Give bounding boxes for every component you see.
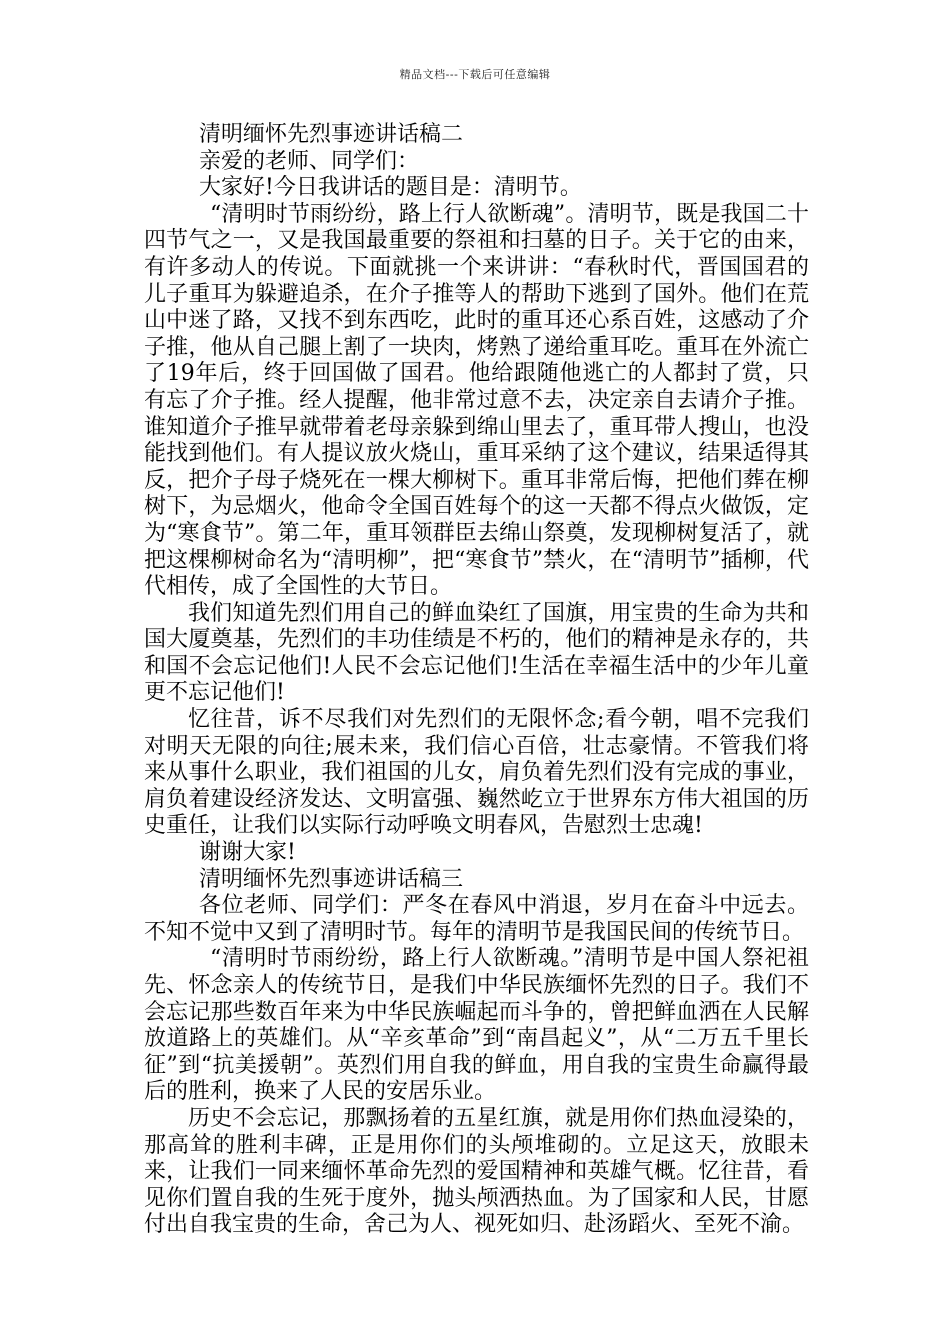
speech-title-3: 清明缅怀先烈事迹讲话稿三 bbox=[199, 866, 464, 892]
closing-thanks: 谢谢大家! bbox=[199, 840, 296, 866]
page-header: 精品文档---下载后可任意编辑 bbox=[399, 68, 551, 81]
paragraph-history: 历史不会忘记，那飘扬着的五星红旗，就是用你们热血浸染的，那高耸的胜利丰碑，正是用你们的头颅堆砌的。立足这天，放眼未来，让我们一同来缅怀革命先烈的爱国精神和英雄气概。忆往昔，看见你们置自我的生死于度外，抛头颅洒热血。为了国家和人民，甘愿付出自我宝贵的生命，舍己为人、视死如归、赴汤蹈火、至死不渝。 bbox=[144, 1105, 809, 1238]
paragraph-recall-past: 忆往昔，诉不尽我们对先烈们的无限怀念;看今朝，唱不完我们对明天无限的向往;展未来，我们信心百倍，壮志豪情。不管我们将来从事什么职业，我们祖国的儿女，肩负着先烈们没有完成的事业，肩负着建设经济发达、文明富强、巍然屹立于世界东方伟大祖国的历史重任，让我们以实际行动呼唤文明春风，告慰烈士忠魂! bbox=[144, 707, 809, 839]
paragraph-qingming-origin: “清明时节雨纷纷，路上行人欲断魂”。清明节，既是我国二十四节气之一，又是我国最重要的祭祖和扫墓的日子。关于它的由来，有许多动人的传说。下面就挑一个来讲讲：“春秋时代，晋国国君的儿子重耳为躲避追杀，在介子推等人的帮助下逃到了国外。他们在荒山中迷了路，又找不到东西吃，此时的重耳还心系百姓，这感动了介子推，他从自己腿上割了一块肉，烤熟了递给重耳吃。重耳在外流亡了19年后，终于回国做了国君。他给跟随他逃亡的人都封了赏，只有忘了介子推。经人提醒，他非常过意不去，决定亲自去请介子推。谁知道介子推早就带着老母亲躲到绵山里去了，重耳带人搜山，也没能找到他们。有人提议放火烧山，重耳采纳了这个建议，结果适得其反，把介子母子烧死在一棵大柳树下。重耳非常后悔，把他们葬在柳树下，为忌烟火，他命令全国百姓每个的这一天都不得点火做饭，定为“寒食节”。第二年，重耳领群臣去绵山祭奠，发现柳树复活了，就把这棵柳树命名为“清明柳”，把“寒食节”禁火，在“清明节”插柳，代代相传，成了全国性的大节日。 bbox=[144, 201, 809, 600]
opening-address: 各位老师、同学们：严冬在春风中消退，岁月在奋斗中远去。不知不觉中又到了清明时节。每年的清明节是我国民间的传统节日。 bbox=[144, 893, 809, 945]
speech-title-2: 清明缅怀先烈事迹讲话稿二 bbox=[199, 122, 464, 147]
greeting: 大家好!今日我讲话的题目是：清明节。 bbox=[199, 175, 582, 201]
document-body bbox=[144, 122, 809, 1239]
paragraph-ancestors: “清明时节雨纷纷，路上行人欲断魂。”清明节是中国人祭祀祖先、怀念亲人的传统节日，是我们中华民族缅怀先烈的日子。我们不会忘记那些数百年来为中华民族崛起而斗争的，曾把鲜血洒在人民解放道路上的英雄们。从“辛亥革命”到“南昌起义”，从“二万五千里长征”到“抗美援朝”。英烈们用自我的鲜血，用自我的宝贵生命赢得最后的胜利，换来了人民的安居乐业。 bbox=[144, 946, 809, 1105]
salutation: 亲爱的老师、同学们： bbox=[199, 148, 420, 174]
paragraph-martyrs: 我们知道先烈们用自己的鲜血染红了国旗，用宝贵的生命为共和国大厦奠基，先烈们的丰功佳绩是不朽的，他们的精神是永存的，共和国不会忘记他们!人民不会忘记他们!生活在幸福生活中的少年儿童更不忘记他们! bbox=[144, 600, 809, 706]
